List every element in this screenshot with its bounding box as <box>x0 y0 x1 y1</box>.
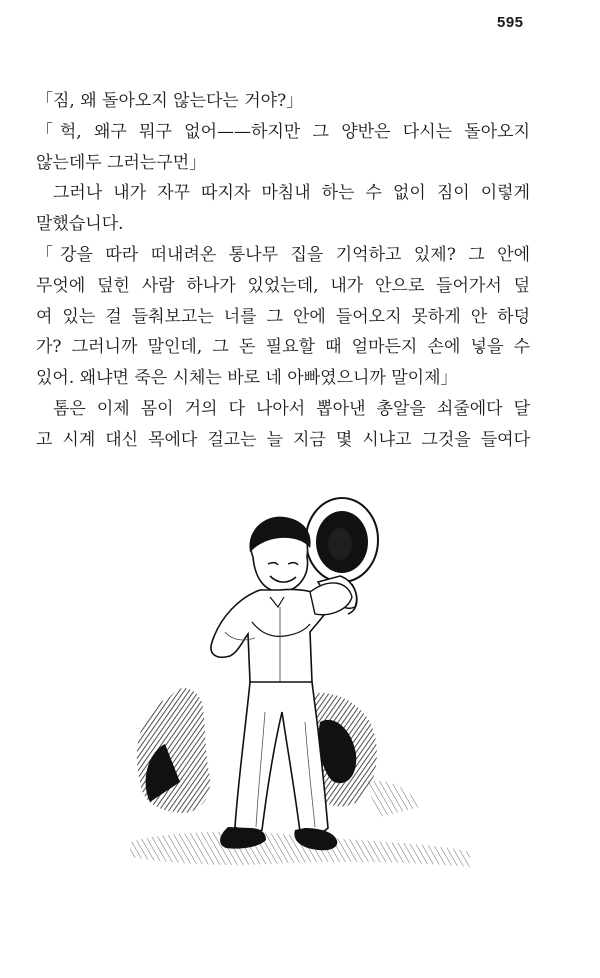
text-line: 가? 그러니까 말인데, 그 돈 필요할 때 얼마든지 손에 넣을 수 <box>36 337 530 358</box>
text-line: 톰은 이제 몸이 거의 다 나아서 뽑아낸 총알을 쇠줄에다 달 <box>53 398 530 419</box>
text-line: 「강을 따라 떠내려온 통나무 집을 기억하고 있제? 그 안에 <box>36 244 530 265</box>
body-text <box>36 86 530 456</box>
text-line: 여 있는 걸 들춰보고는 너를 그 안에 들어오지 못하게 안 하덩 <box>36 306 530 327</box>
text-line: 「짐, 왜 돌아오지 않는다는 거야?」 <box>36 91 304 111</box>
text-line: 「헉, 왜구 뭐구 없어——하지만 그 양반은 다시는 돌아오지 <box>36 121 530 142</box>
text-line: 말했습니다. <box>36 214 124 235</box>
text-line: 무엇에 덮힌 사람 하나가 있었는데, 내가 안으로 들어가서 덮 <box>36 275 530 296</box>
boy-trousers <box>235 682 328 834</box>
page-number: 595 <box>497 14 524 31</box>
boy-head <box>249 517 310 592</box>
boy-with-hat-illustration <box>120 482 480 902</box>
text-line: 그러나 내가 자꾸 따지자 마침내 하는 수 없이 짐이 이렇게 <box>53 183 530 204</box>
text-line: 있어. 왜냐면 죽은 시체는 바로 네 아빠였으니까 말이제」 <box>36 368 458 389</box>
text-line: 고 시계 대신 목에다 걸고는 늘 지금 몇 시냐고 그것을 들여다 <box>36 429 530 450</box>
text-line: 않는데두 그러는구먼」 <box>36 152 207 173</box>
boy-body <box>211 583 352 686</box>
